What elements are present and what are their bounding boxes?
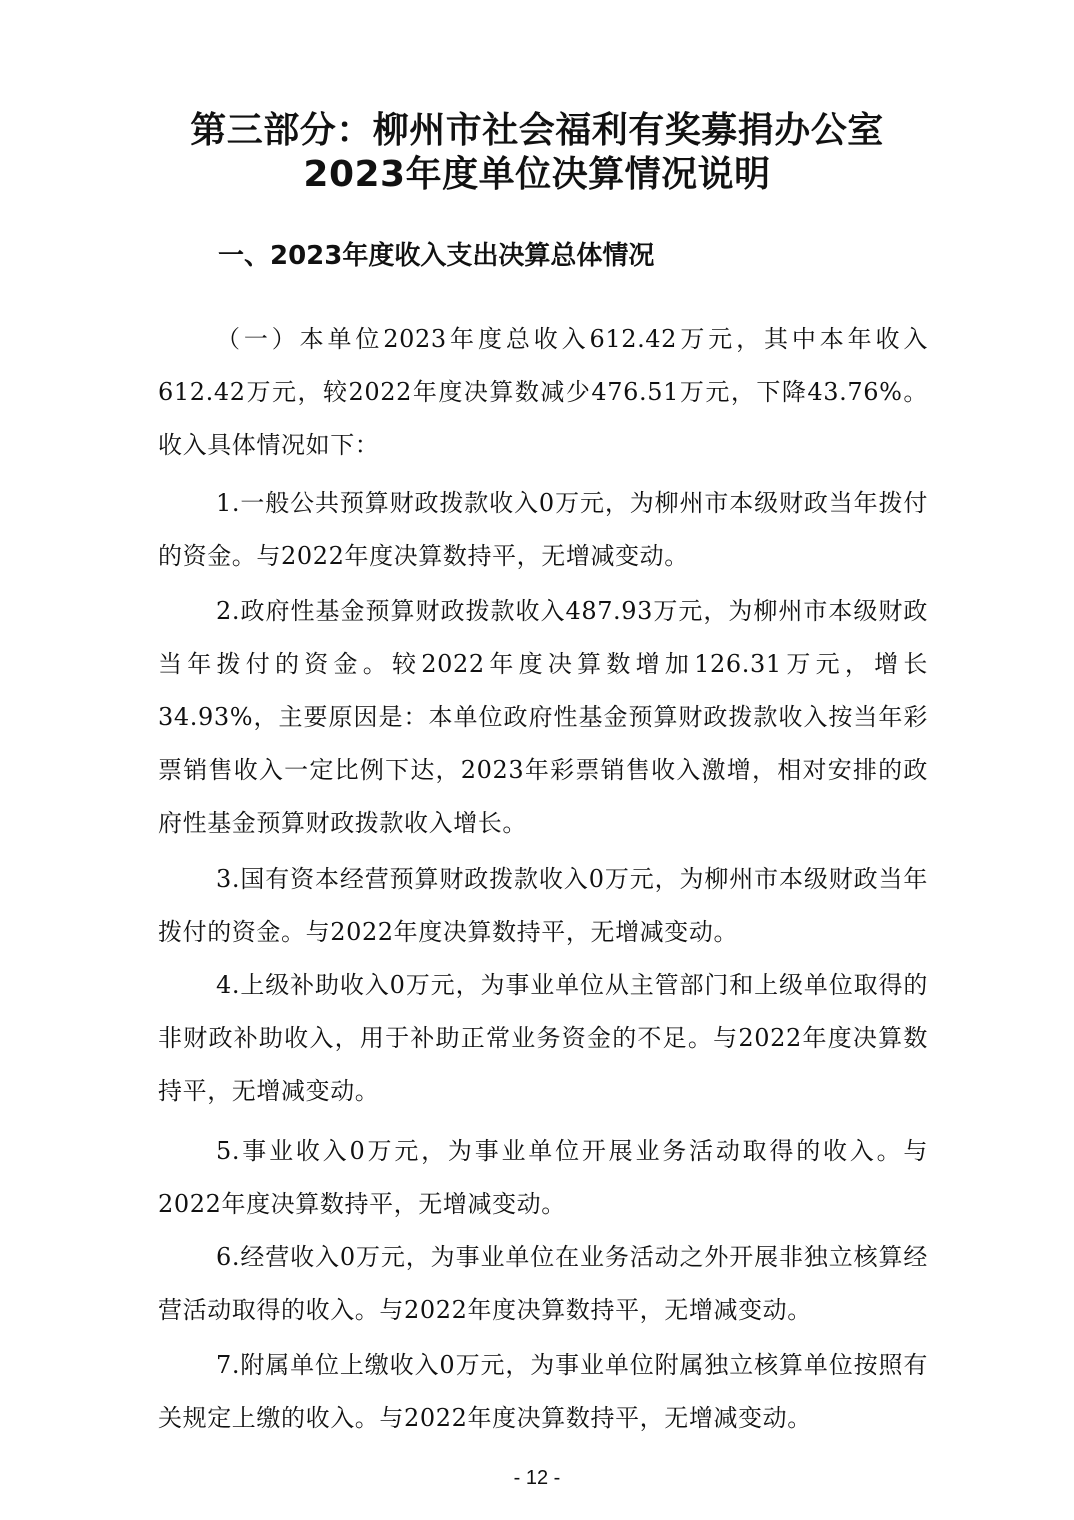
section-heading: 一、2023年度收入支出决算总体情况	[218, 241, 655, 271]
document-title-line-1: 第三部分：柳州市社会福利有奖募捐办公室	[190, 110, 884, 151]
paragraph-item-3: 3.国有资本经营预算财政拨款收入0万元，为柳州市本级财政当年拨付的资金。与2022年度决算数持平，无增减变动。	[158, 865, 928, 946]
page-number: - 12 -	[513, 1467, 561, 1489]
paragraph-total-income: （一）本单位2023年度总收入612.42万元，其中本年收入612.42万元，较2022年度决算数减少476.51万元，下降43.76%。收入具体情况如下：	[158, 325, 928, 459]
paragraph-item-6: 6.经营收入0万元，为事业单位在业务活动之外开展非独立核算经营活动取得的收入。与2022年度决算数持平，无增减变动。	[158, 1243, 928, 1324]
paragraph-item-1: 1.一般公共预算财政拨款收入0万元，为柳州市本级财政当年拨付的资金。与2022年度决算数持平，无增减变动。	[158, 489, 928, 570]
paragraph-item-7: 7.附属单位上缴收入0万元，为事业单位附属独立核算单位按照有关规定上缴的收入。与2022年度决算数持平，无增减变动。	[158, 1351, 928, 1432]
paragraph-item-5: 5.事业收入0万元，为事业单位开展业务活动取得的收入。与2022年度决算数持平，无增减变动。	[158, 1137, 928, 1218]
paragraph-item-4: 4.上级补助收入0万元，为事业单位从主管部门和上级单位取得的非财政补助收入，用于补助正常业务资金的不足。与2022年度决算数持平，无增减变动。	[158, 971, 928, 1105]
paragraph-item-2: 2.政府性基金预算财政拨款收入487.93万元，为柳州市本级财政当年拨付的资金。较2022年度决算数增加126.31万元，增长34.93%，主要原因是：本单位政府性基金预算财政拨款收入按当年彩票销售收入一定比例下达，2023年彩票销售收入激增，相对安排的政府性基金预算财政拨款收入增长。	[158, 597, 928, 837]
document-title-line-2: 2023年度单位决算情况说明	[303, 154, 771, 195]
